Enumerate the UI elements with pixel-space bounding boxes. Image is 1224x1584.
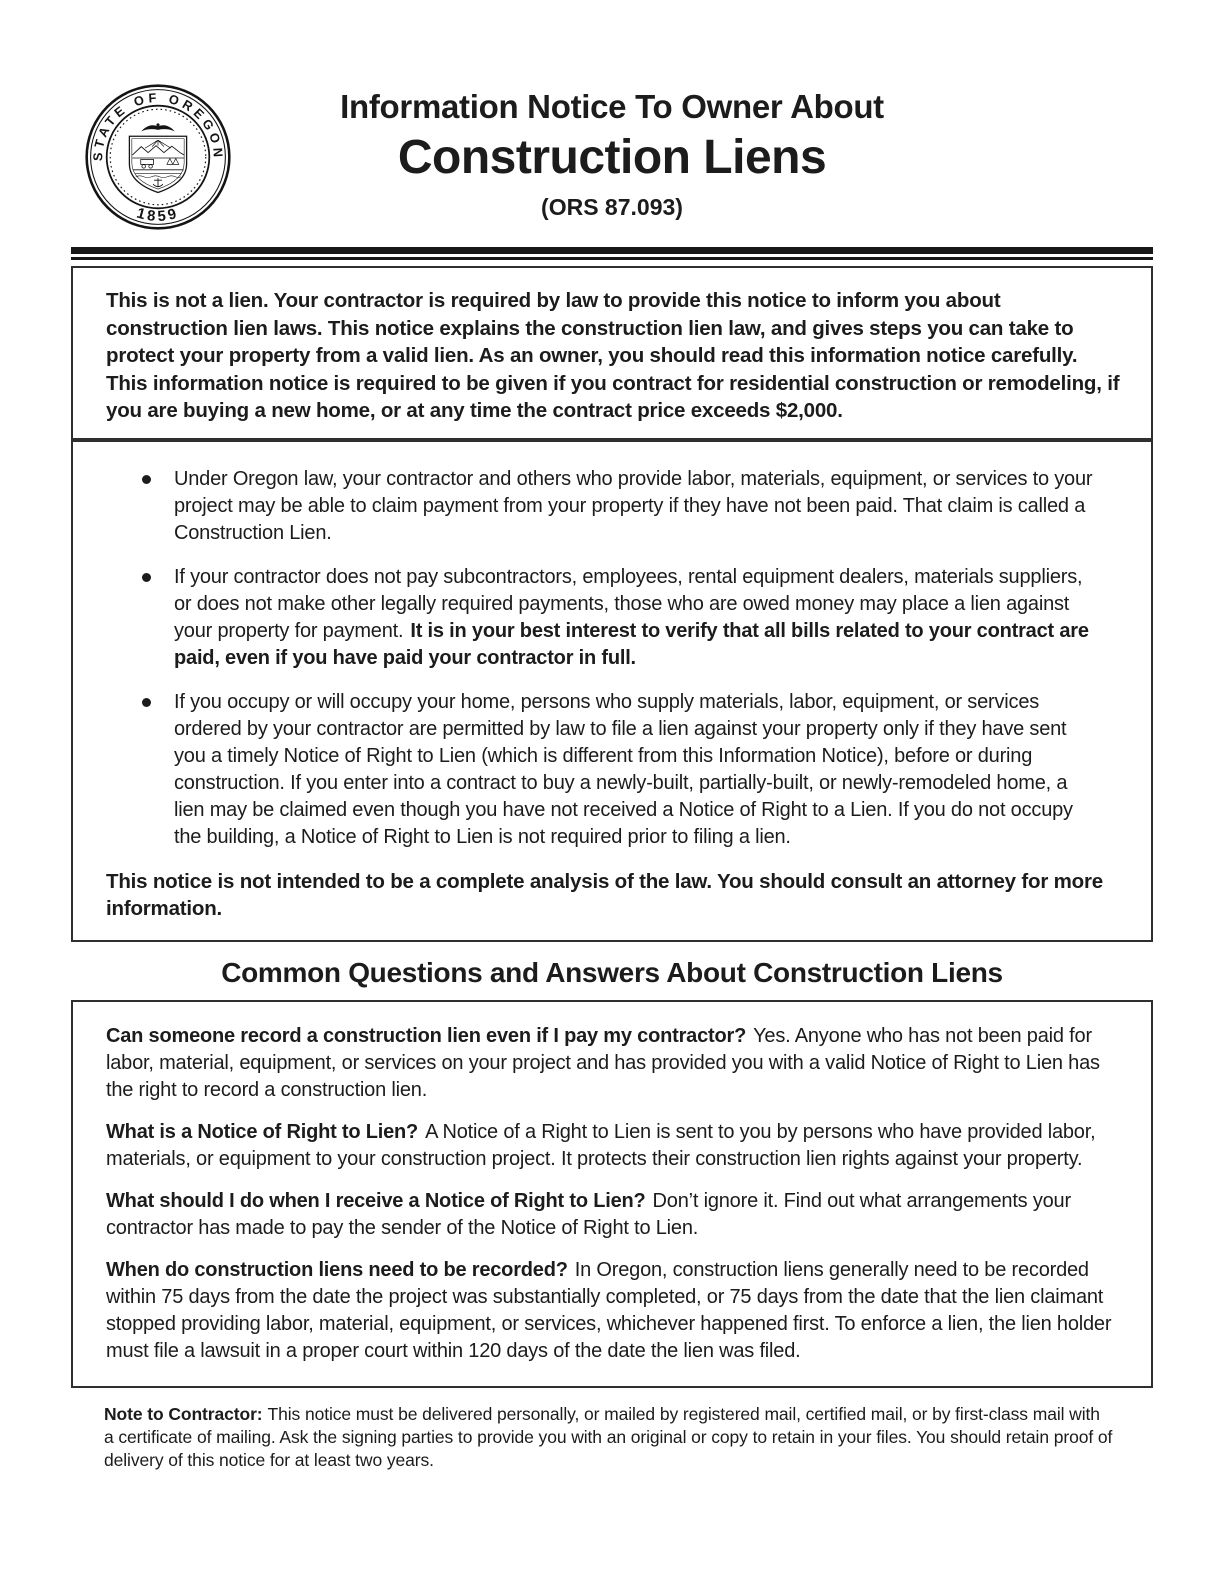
seal-ring-text: STATE OF OREGON	[90, 89, 227, 162]
page-subtitle-ors: (ORS 87.093)	[541, 194, 683, 220]
qa-question: Can someone record a construction lien even if I pay my contractor?	[106, 1024, 747, 1047]
list-item	[106, 564, 1123, 672]
header-divider-rule	[71, 247, 1153, 260]
bullet-normal-text: If your contractor does not pay subcontractors, employees, rental equipment dealers, materials suppliers, or does not make other legally required payments, those who are owed money may place a lien against your property for payment.	[174, 565, 1083, 642]
document-header	[0, 88, 1224, 221]
qa-item	[106, 1188, 1123, 1242]
bullet-text	[174, 466, 1096, 547]
list-item	[106, 689, 1123, 851]
qa-answer: Yes. Anyone who has not been paid for labor, material, equipment, or services on your project and has provided you with a valid Notice of Right to Lien has the right to record a construction lien.	[106, 1024, 1100, 1101]
qa-answer: Don’t ignore it. Find out what arrangements your contractor has made to pay the sender of the Notice of Right to Lien.	[106, 1189, 1071, 1239]
qa-section-heading: Common Questions and Answers About Construction Liens	[221, 956, 1003, 988]
bullet-icon	[142, 475, 151, 484]
page-title-line1: Information Notice To Owner About	[340, 88, 884, 125]
intro-notice-text: This is not a lien. Your contractor is required by law to provide this notice to inform you about construction lien laws. This notice explains the construction lien law, and gives steps you can take to protect your property from a valid lien. As an owner, you should read this information notice carefully. This information notice is required to be given if you contract for residential construction or remodeling, if you are buying a new home, or at any time the contract price exceeds $2,000.	[106, 289, 1120, 422]
qa-question: When do construction liens need to be recorded?	[106, 1258, 568, 1281]
list-item	[106, 466, 1123, 547]
bullet-icon	[142, 698, 151, 707]
document-body	[71, 247, 1153, 1472]
note-to-contractor-text: This notice must be delivered personally, or mailed by registered mail, certified mail, or by first-class mail with a certificate of mailing. Ask the signing parties to provide you with an original or copy to retain in your files. You should retain proof of delivery of this notice for at least two years.	[104, 1403, 1113, 1470]
qa-item	[106, 1257, 1123, 1365]
qa-box	[71, 1000, 1153, 1388]
bullet-normal-text: If you occupy or will occupy your home, persons who supply materials, labor, equipment, or services ordered by your contractor are permitted by law to file a lien against your property only if they have sent you a timely Notice of Right to Lien (which is different from this Information Notice), before or during construction. If you enter into a contract to buy a newly-built, partially-built, or newly-remodeled home, a lien may be claimed even though you have not received a Notice of Right to a Lien. If you do not occupy the building, a Notice of Right to Lien is not required prior to filing a lien.	[174, 690, 1073, 848]
qa-item	[106, 1119, 1123, 1173]
bullet-normal-text: Under Oregon law, your contractor and others who provide labor, materials, equipment, or services to your project may be able to claim payment from your property if they have not been paid. That claim is called a Construction Lien.	[174, 467, 1093, 544]
qa-answer: A Notice of a Right to Lien is sent to you by persons who have provided labor, materials, or equipment to your construction project. It protects their construction lien rights against your property.	[106, 1120, 1096, 1170]
bullet-text	[174, 689, 1096, 851]
intro-notice-box	[71, 266, 1153, 440]
bullet-text	[174, 564, 1096, 672]
seal-year-text: 1859	[134, 205, 182, 226]
note-to-contractor-label: Note to Contractor:	[104, 1403, 263, 1424]
bullet-icon	[142, 573, 151, 582]
lien-facts-box	[71, 440, 1153, 942]
bullet-bold-text: It is in your best interest to verify that all bills related to your contract are paid, even if you have paid your contractor in full.	[174, 619, 1089, 669]
qa-question: What is a Notice of Right to Lien?	[106, 1120, 419, 1143]
consult-attorney-note: This notice is not intended to be a complete analysis of the law. You should consult an attorney for more information.	[106, 869, 1103, 920]
note-to-contractor	[104, 1403, 1114, 1472]
qa-question: What should I do when I receive a Notice of Right to Lien?	[106, 1189, 646, 1212]
lien-facts-list	[106, 466, 1123, 851]
page-title-line2: Construction Liens	[397, 131, 827, 184]
qa-item	[106, 1023, 1123, 1104]
qa-answer: In Oregon, construction liens generally need to be recorded within 75 days from the date the project was substantially completed, or 75 days from the date that the lien claimant stopped providing labor, material, equipment, or services, whichever happened first. To enforce a lien, the lien holder must file a lawsuit in a proper court within 120 days of the date the lien was filed.	[106, 1258, 1112, 1362]
